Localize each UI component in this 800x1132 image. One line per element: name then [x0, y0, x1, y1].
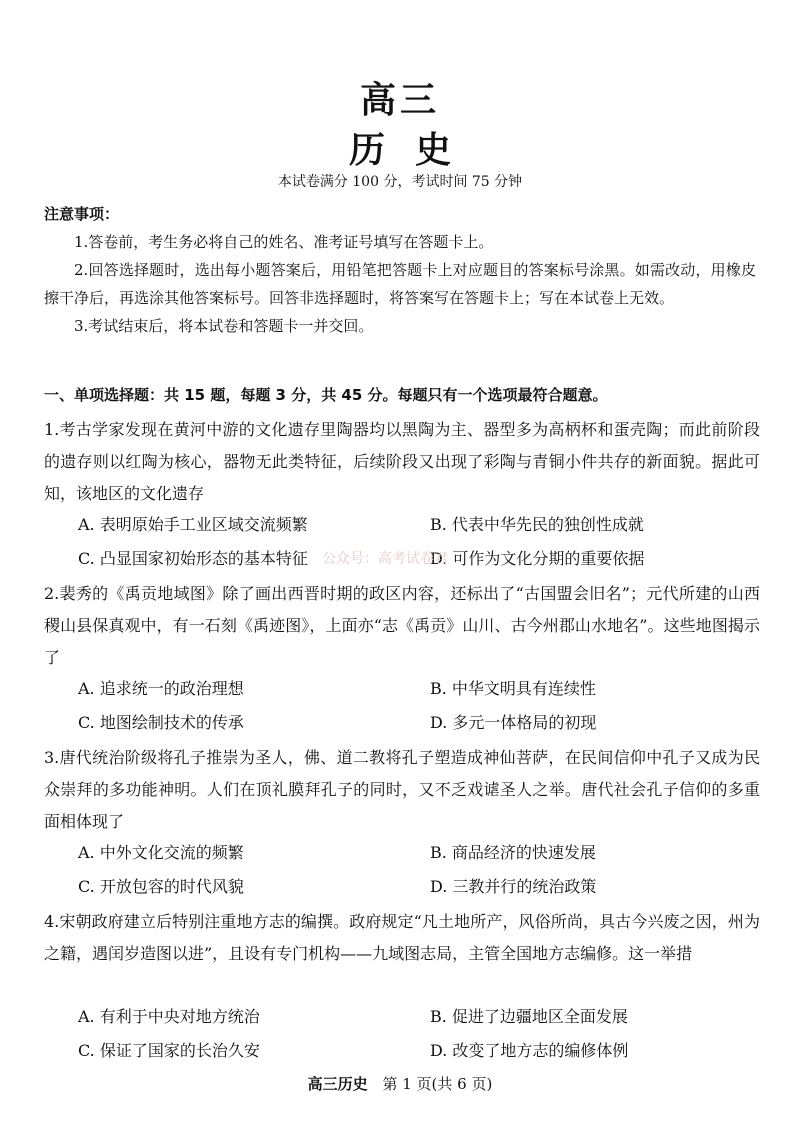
option-b: B. 促进了边疆地区全面发展: [430, 1007, 628, 1026]
option-d: D. 多元一体格局的初现: [430, 713, 597, 732]
notice-item: 3.考试结束后，将本试卷和答题卡一并交回。: [74, 317, 374, 335]
option-b: B. 代表中华先民的独创性成就: [430, 515, 644, 534]
notice-block: [44, 200, 756, 340]
question-stem: 2.裴秀的《禹贡地域图》除了画出西晋时期的政区内容，还标出了“古国盟会旧名”；元代所建的山西稷山县保真观中，有一石刻《禹迹图》，上面亦“志《禹贡》山川、古今州郡山水地名”。这些地图揭示了: [44, 584, 760, 667]
notice-item: 1.答卷前，考生务必将自己的姓名、准考证号填写在答题卡上。: [74, 233, 494, 251]
option-d: D. 三教并行的统治政策: [430, 877, 597, 896]
page-number: 第 1 页(共 6 页): [382, 1075, 493, 1093]
footer-title: 高三历史: [307, 1075, 368, 1093]
question-stem: 3.唐代统治阶级将孔子推崇为圣人，佛、道二教将孔子塑造成神仙菩萨，在民间信仰中孔子又成为民众崇拜的多功能神明。人们在顶礼膜拜孔子的同时，又不乏戏谑圣人之举。唐代社会孔子信仰的多重面相体现了: [44, 748, 760, 831]
question-stem: 1.考古学家发现在黄河中游的文化遗存里陶器均以黑陶为主、器型多为高柄杯和蛋壳陶；而此前阶段的遗存则以红陶为核心，器物无此类特征，后续阶段又出现了彩陶与青铜小件共存的新面貌。据此可知，该地区的文化遗存: [44, 420, 760, 503]
grade-title: 高三: [359, 79, 440, 121]
exam-info: 本试卷满分 100 分，考试时间 75 分钟: [277, 174, 523, 190]
question-stem: 4.宋朝政府建立后特别注重地方志的编撰。政府规定“凡土地所产，风俗所尚，具古今兴废之因，州为之籍，遇闰岁造图以进”，且设有专门机构——九域图志局，主管全国地方志编修。这一举措: [44, 912, 760, 963]
option-c: C. 地图绘制技术的传承: [78, 713, 244, 732]
section-heading: 一、单项选择题：共 15 题，每题 3 分，共 45 分。每题只有一个选项最符合题意。: [44, 386, 608, 404]
option-a: A. 中外文化交流的频繁: [78, 843, 244, 862]
option-c: C. 保证了国家的长治久安: [78, 1041, 260, 1060]
question-options: [78, 1000, 758, 1068]
option-a: A. 追求统一的政治理想: [78, 679, 244, 698]
option-a: A. 表明原始手工业区域交流频繁: [78, 515, 308, 534]
option-b: B. 中华文明具有连续性: [430, 679, 596, 698]
question-options: [78, 672, 758, 740]
option-b: B. 商品经济的快速发展: [430, 843, 596, 862]
notice-heading: 注意事项：: [44, 205, 120, 223]
question-options: [78, 836, 758, 904]
option-d: D. 可作为文化分期的重要依据: [430, 549, 645, 568]
option-c: C. 开放包容的时代风貌: [78, 877, 244, 896]
option-d: D. 改变了地方志的编修体例: [430, 1041, 629, 1060]
subject-title: 历史: [348, 129, 481, 171]
page-footer: [0, 1072, 800, 1096]
watermark: 公众号：高考试卷君: [322, 551, 448, 567]
option-a: A. 有利于中央对地方统治: [78, 1007, 260, 1026]
notice-item: 2.回答选择题时，选出每小题答案后，用铅笔把答题卡上对应题目的答案标号涂黑。如需改动，用橡皮擦干净后，再选涂其他答案标号。回答非选择题时，将答案写在答题卡上；写在本试卷上无效。: [44, 261, 756, 307]
option-c: C. 凸显国家初始形态的基本特征: [78, 549, 308, 568]
